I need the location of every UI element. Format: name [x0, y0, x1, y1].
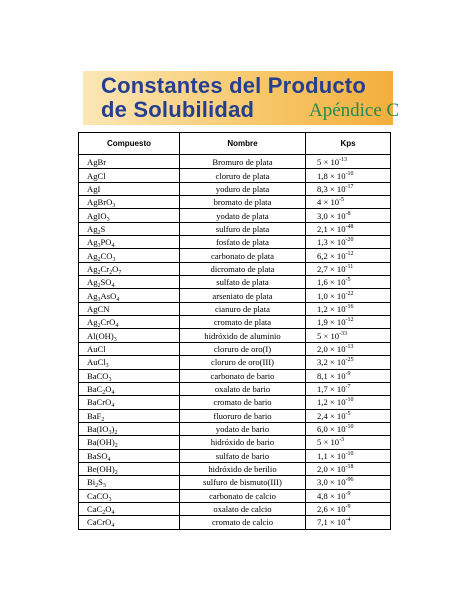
kps-exponent: -5 — [339, 197, 345, 204]
kps-mantissa: 3,2 — [317, 357, 328, 368]
formula-subscript: 4 — [116, 296, 120, 303]
formula-part: AuCl — [87, 357, 106, 368]
formula-part: Ag — [87, 277, 98, 288]
kps-value — [306, 262, 391, 275]
kps-value — [306, 169, 391, 182]
kps-value — [306, 382, 391, 395]
solubility-table — [78, 132, 391, 530]
kps-value — [306, 276, 391, 289]
formula-part: BaC — [87, 384, 103, 395]
formula-subscript: 2 — [102, 390, 106, 396]
kps-times: × 10 — [327, 183, 346, 194]
compound-name: carbonato de bario — [180, 369, 306, 382]
compound-name: fluoruro de bario — [180, 409, 306, 422]
kps-exponent: -13 — [339, 157, 348, 164]
kps-times: × 10 — [327, 490, 346, 501]
compound-formula — [79, 316, 180, 329]
compound-formula — [79, 356, 180, 369]
formula-part: CO — [100, 250, 113, 261]
compound-formula — [79, 209, 180, 222]
kps-times: × 10 — [327, 303, 346, 314]
compound-name: cromato de bario — [180, 396, 306, 409]
compound-formula — [79, 516, 180, 529]
kps-mantissa: 6,2 — [317, 250, 328, 261]
compound-name: sulfato de plata — [180, 276, 306, 289]
compound-formula — [79, 409, 180, 422]
compound-formula — [79, 422, 180, 435]
kps-value — [306, 209, 391, 222]
formula-subscript: 2 — [114, 430, 118, 436]
kps-mantissa: 4 — [317, 197, 322, 208]
table-row — [79, 169, 391, 182]
formula-part: Ba(OH) — [87, 437, 115, 448]
formula-subscript: 3 — [108, 376, 112, 383]
kps-exponent: -10 — [345, 170, 354, 177]
compound-name: bromato de plata — [180, 196, 306, 209]
kps-value — [306, 502, 391, 515]
table-row — [79, 222, 391, 235]
kps-mantissa: 2,6 — [317, 504, 328, 515]
kps-mantissa: 2,7 — [317, 263, 328, 274]
kps-times: × 10 — [321, 330, 340, 341]
formula-part: Al(OH) — [87, 330, 114, 341]
formula-subscript: 4 — [111, 523, 115, 530]
formula-subscript: 2 — [95, 483, 99, 490]
compound-formula — [79, 302, 180, 315]
formula-part: O — [105, 504, 112, 515]
table-row — [79, 369, 391, 382]
table-row — [79, 262, 391, 275]
compound-name: hidróxido de berilio — [180, 462, 306, 475]
compound-formula — [79, 196, 180, 209]
formula-part: BaCO — [87, 370, 109, 381]
column-header-nombre: Nombre — [180, 133, 306, 155]
formula-part: Ag — [87, 223, 98, 234]
kps-times: × 10 — [327, 317, 346, 328]
formula-part: BaCrO — [87, 397, 112, 408]
kps-exponent: -3 — [339, 437, 345, 444]
kps-mantissa: 1,2 — [317, 397, 328, 408]
kps-value — [306, 462, 391, 475]
kps-value — [306, 302, 391, 315]
table-row — [79, 342, 391, 355]
compound-formula — [79, 249, 180, 262]
compound-formula — [79, 462, 180, 475]
compound-name: oxalato de calcio — [180, 502, 306, 515]
kps-exponent: -5 — [345, 410, 351, 417]
compound-name: cloruro de plata — [180, 169, 306, 182]
kps-exponent: -7 — [345, 384, 351, 391]
table-row — [79, 302, 391, 315]
kps-mantissa: 2,0 — [317, 464, 328, 475]
formula-part: Ag — [87, 237, 98, 248]
kps-exponent: -8 — [345, 210, 351, 217]
compound-name: carbonato de plata — [180, 249, 306, 262]
formula-subscript: 2 — [97, 256, 101, 263]
formula-subscript: 3 — [112, 256, 116, 263]
kps-mantissa: 1,1 — [317, 450, 328, 461]
formula-subscript: 3 — [106, 216, 110, 223]
kps-times: × 10 — [327, 384, 346, 395]
kps-exponent: -22 — [345, 290, 354, 297]
kps-mantissa: 8,1 — [317, 370, 328, 381]
kps-exponent: -12 — [345, 317, 354, 324]
formula-subscript: 2 — [97, 269, 101, 276]
kps-times: × 10 — [327, 290, 346, 301]
compound-name: cromato de calcio — [180, 516, 306, 529]
formula-subscript: 2 — [97, 283, 101, 289]
kps-value — [306, 329, 391, 342]
formula-part: S — [98, 477, 103, 488]
kps-mantissa: 8,3 — [317, 183, 328, 194]
compound-name: hidróxido de aluminio — [180, 329, 306, 342]
compound-name: sulfato de bario — [180, 449, 306, 462]
compound-name: dicromato de plata — [180, 262, 306, 275]
compound-formula — [79, 489, 180, 502]
kps-exponent: -9 — [345, 490, 351, 497]
compound-name: cloruro de oro(I) — [180, 342, 306, 355]
kps-mantissa: 7,1 — [317, 517, 328, 528]
formula-subscript: 4 — [111, 390, 115, 396]
formula-subscript: 4 — [107, 456, 111, 463]
formula-part: AgIO — [87, 210, 107, 221]
compound-name: arseniato de plata — [180, 289, 306, 302]
formula-subscript: 3 — [108, 496, 112, 503]
formula-subscript: 7 — [118, 269, 122, 276]
table-row — [79, 196, 391, 209]
compound-name: carbonato de calcio — [180, 489, 306, 502]
compound-name: oxalato de bario — [180, 382, 306, 395]
compound-formula — [79, 155, 180, 169]
formula-part: AgBrO — [87, 197, 113, 208]
kps-mantissa: 5 — [317, 330, 322, 341]
kps-value — [306, 289, 391, 302]
table-row — [79, 289, 391, 302]
kps-mantissa: 6,0 — [317, 424, 328, 435]
compound-formula — [79, 396, 180, 409]
table-row — [79, 382, 391, 395]
kps-mantissa: 5 — [317, 157, 322, 168]
formula-subscript: 2 — [114, 443, 118, 450]
compound-name: cloruro de oro(III) — [180, 356, 306, 369]
kps-mantissa: 2,1 — [317, 223, 328, 234]
formula-subscript: 3 — [97, 243, 101, 249]
compound-formula — [79, 182, 180, 195]
formula-part: PO — [100, 237, 112, 248]
formula-part: S — [100, 223, 106, 234]
table-row — [79, 209, 391, 222]
table-row — [79, 356, 391, 369]
formula-part: Be(OH) — [87, 464, 115, 475]
kps-value — [306, 516, 391, 529]
kps-value — [306, 396, 391, 409]
kps-value — [306, 196, 391, 209]
column-header-compuesto: Compuesto — [79, 133, 180, 155]
table-row — [79, 329, 391, 342]
compound-name: yoduro de plata — [180, 182, 306, 195]
kps-mantissa: 1,0 — [317, 290, 328, 301]
kps-times: × 10 — [327, 343, 346, 354]
formula-part: CrO — [100, 317, 116, 328]
kps-value — [306, 489, 391, 502]
kps-value — [306, 369, 391, 382]
compound-name: cromato de plata — [180, 316, 306, 329]
formula-part: O — [105, 384, 112, 395]
formula-subscript: 3 — [97, 296, 101, 303]
kps-value — [306, 222, 391, 235]
formula-part: AsO — [100, 290, 117, 301]
formula-part: Bi — [87, 477, 96, 488]
formula-part: CaCrO — [87, 517, 112, 528]
compound-formula — [79, 382, 180, 395]
table-row — [79, 276, 391, 289]
page-title-line1: Constantes del Producto — [101, 73, 366, 98]
formula-part: AuCl — [87, 343, 106, 354]
kps-exponent: -10 — [345, 424, 354, 431]
compound-formula — [79, 222, 180, 235]
kps-exponent: -18 — [345, 464, 354, 471]
kps-exponent: -33 — [339, 330, 348, 337]
kps-exponent: -16 — [345, 303, 354, 310]
formula-subscript: 4 — [111, 403, 115, 410]
kps-times: × 10 — [327, 370, 346, 381]
kps-times: × 10 — [327, 263, 346, 274]
formula-part: CaC — [87, 504, 103, 515]
formula-part: Cr — [100, 263, 110, 274]
formula-part: BaF — [87, 410, 102, 421]
kps-times: × 10 — [327, 223, 346, 234]
table-row — [79, 316, 391, 329]
table-row — [79, 449, 391, 462]
table-row — [79, 409, 391, 422]
kps-times: × 10 — [321, 157, 340, 168]
kps-value — [306, 476, 391, 489]
formula-part: AgCl — [87, 170, 106, 181]
table-row — [79, 249, 391, 262]
formula-subscript: 3 — [108, 430, 112, 436]
kps-times: × 10 — [327, 277, 346, 288]
kps-exponent: -20 — [345, 237, 354, 244]
formula-part: ) — [111, 424, 115, 435]
kps-exponent: -4 — [345, 517, 351, 524]
kps-times: × 10 — [327, 477, 346, 488]
compound-name: yodato de bario — [180, 422, 306, 435]
compound-name: hidróxido de bario — [180, 436, 306, 449]
kps-times: × 10 — [327, 210, 346, 221]
kps-mantissa: 3,0 — [317, 477, 328, 488]
table-row — [79, 502, 391, 515]
compound-formula — [79, 502, 180, 515]
compound-formula — [79, 329, 180, 342]
table-row — [79, 462, 391, 475]
table-row — [79, 422, 391, 435]
column-header-kps: Kps — [306, 133, 391, 155]
kps-times: × 10 — [327, 450, 346, 461]
compound-formula — [79, 236, 180, 249]
compound-formula — [79, 449, 180, 462]
compound-name: cianuro de plata — [180, 302, 306, 315]
kps-exponent: -17 — [345, 183, 354, 190]
kps-exponent: -25 — [345, 357, 354, 364]
formula-subscript: 4 — [111, 510, 115, 516]
compound-formula — [79, 369, 180, 382]
formula-subscript: 4 — [115, 323, 119, 329]
kps-value — [306, 155, 391, 169]
formula-part: CaCO — [87, 490, 109, 501]
kps-times: × 10 — [327, 410, 346, 421]
kps-times: × 10 — [327, 517, 346, 528]
kps-exponent: -48 — [345, 223, 354, 230]
compound-formula — [79, 289, 180, 302]
table-row — [79, 476, 391, 489]
kps-mantissa: 1,7 — [317, 384, 328, 395]
kps-mantissa: 1,9 — [317, 317, 328, 328]
compound-name: sulfuro de plata — [180, 222, 306, 235]
formula-part: Ag — [87, 250, 98, 261]
kps-mantissa: 3,0 — [317, 210, 328, 221]
compound-formula — [79, 262, 180, 275]
formula-subscript: 3 — [112, 203, 116, 209]
compound-name: fosfato de plata — [180, 236, 306, 249]
compound-formula — [79, 276, 180, 289]
table-row — [79, 396, 391, 409]
table-body — [79, 155, 391, 530]
kps-value — [306, 409, 391, 422]
page-title-line2: de Solubilidad — [101, 97, 255, 122]
kps-value — [306, 316, 391, 329]
kps-times: × 10 — [327, 237, 346, 248]
kps-mantissa: 4,8 — [317, 490, 328, 501]
formula-subscript: 2 — [97, 229, 101, 236]
table-header-row — [79, 133, 391, 155]
kps-times: × 10 — [321, 437, 340, 448]
kps-times: × 10 — [327, 250, 346, 261]
table-row — [79, 489, 391, 502]
compound-name: yodato de plata — [180, 209, 306, 222]
compound-formula — [79, 342, 180, 355]
formula-subscript: 3 — [102, 483, 106, 490]
table-row — [79, 436, 391, 449]
kps-value — [306, 249, 391, 262]
formula-part: Ag — [87, 317, 98, 328]
kps-value — [306, 356, 391, 369]
compound-name: sulfuro de bismuto(III) — [180, 476, 306, 489]
kps-exponent: -5 — [345, 277, 351, 284]
compound-formula — [79, 169, 180, 182]
kps-mantissa: 1,6 — [317, 277, 328, 288]
compound-name: Bromuro de plata — [180, 155, 306, 169]
kps-exponent: -9 — [345, 504, 351, 511]
kps-times: × 10 — [327, 504, 346, 515]
formula-subscript: 2 — [97, 323, 101, 329]
kps-times: × 10 — [321, 197, 340, 208]
formula-subscript: 4 — [111, 243, 115, 249]
appendix-label: Apéndice C — [309, 100, 400, 121]
kps-value — [306, 342, 391, 355]
kps-value — [306, 449, 391, 462]
table-row — [79, 236, 391, 249]
kps-exponent: -11 — [345, 263, 354, 270]
kps-value — [306, 236, 391, 249]
formula-part: Ag — [87, 290, 98, 301]
kps-times: × 10 — [327, 170, 346, 181]
kps-value — [306, 436, 391, 449]
kps-exponent: -96 — [345, 477, 354, 484]
formula-subscript: 2 — [101, 416, 105, 423]
kps-mantissa: 5 — [317, 437, 322, 448]
formula-part: BaSO — [87, 450, 108, 461]
compound-formula — [79, 476, 180, 489]
kps-exponent: -10 — [345, 450, 354, 457]
kps-mantissa: 1,3 — [317, 237, 328, 248]
formula-subscript: 2 — [109, 269, 113, 276]
kps-mantissa: 1,2 — [317, 303, 328, 314]
formula-subscript: 4 — [111, 283, 115, 289]
kps-times: × 10 — [327, 424, 346, 435]
table-row — [79, 155, 391, 169]
kps-times: × 10 — [327, 397, 346, 408]
kps-mantissa: 2,4 — [317, 410, 328, 421]
kps-value — [306, 422, 391, 435]
table-row — [79, 516, 391, 529]
kps-exponent: -9 — [345, 370, 351, 377]
formula-subscript: 3 — [105, 363, 109, 369]
formula-part: Ag — [87, 263, 98, 274]
formula-part: AgCN — [87, 303, 110, 314]
compound-formula — [79, 436, 180, 449]
formula-part: SO — [100, 277, 112, 288]
formula-part: AgI — [87, 183, 101, 194]
formula-subscript: 2 — [114, 470, 118, 476]
table-row — [79, 182, 391, 195]
formula-subscript: 3 — [113, 336, 117, 343]
kps-times: × 10 — [327, 464, 346, 475]
kps-exponent: -12 — [345, 250, 354, 257]
kps-value — [306, 182, 391, 195]
kps-times: × 10 — [327, 357, 346, 368]
formula-part: Ba(IO — [87, 424, 109, 435]
formula-part: AgBr — [87, 157, 107, 168]
formula-part: O — [112, 263, 119, 274]
kps-exponent: -10 — [345, 397, 354, 404]
kps-mantissa: 1,8 — [317, 170, 328, 181]
kps-exponent: -13 — [345, 343, 354, 350]
formula-subscript: 2 — [102, 510, 106, 516]
kps-mantissa: 2,0 — [317, 343, 328, 354]
